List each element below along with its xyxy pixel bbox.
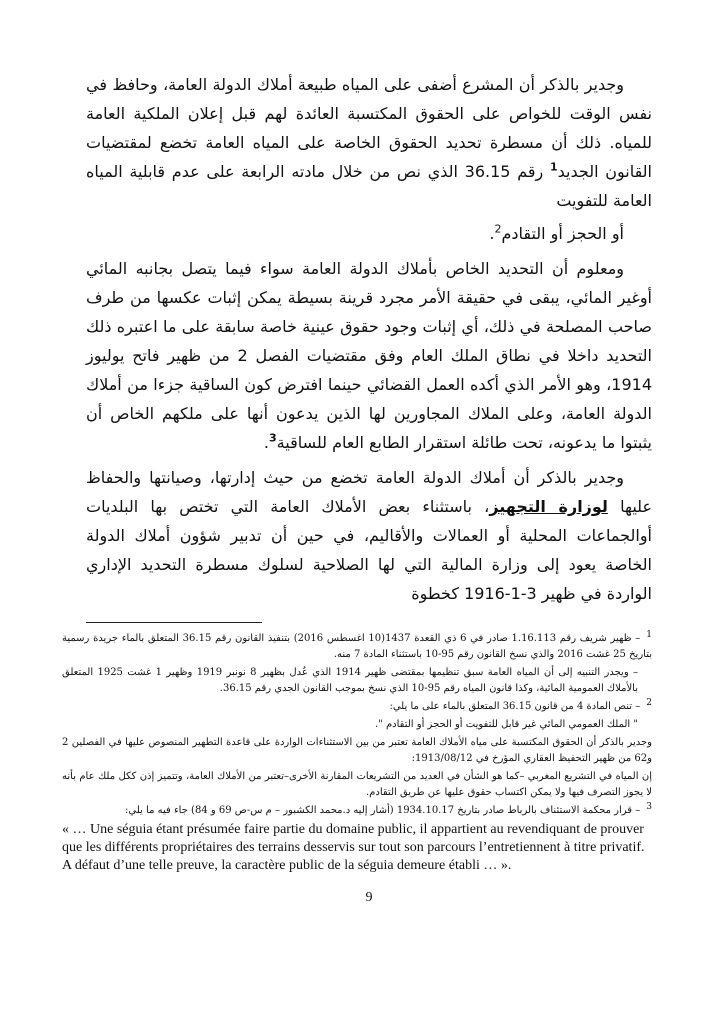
footnote-3 — [62, 803, 652, 819]
footnote-2-text: – تنص المادة 4 من قانون 36.15 المتعلق بالماء على ما يلي: — [389, 701, 641, 712]
paragraph-1-text-b: رقم 36.15 الذي نص من خلال مادته الرابعة على عدم قابلية المياه العامة للتفويت — [86, 162, 652, 210]
body-text — [86, 70, 652, 608]
french-quote-line-2: A défaut d’une telle preuve, la caractère public de la séguia demeure établi … ». — [62, 858, 512, 873]
footnote-2 — [62, 699, 652, 715]
document-page — [62, 0, 653, 937]
footnote-1-note-text: – ويجدر التنبيه إلى أن المياه العامة سبق تنظيمها بمقتضى ظهير 1914 الذي عُدل بظهير 8 نونبر 1919 وظهير 1 غشت 1925 المتعلق بالأملاك العمومية المائية، وكذا قانون المياه رقم 95-10 الذي نسخ بموجب القانون الجدي رقم 36.15. — [62, 667, 639, 694]
footnote-2-quote — [62, 717, 652, 733]
paragraph-2 — [86, 254, 652, 457]
page-number: 9 — [365, 890, 373, 905]
footnote-1-text: – ظهير شريف رقم 1.16.113 صادر في 6 ذي القعدة 1437(10 اغسطس 2016) بتنفيذ القانون رقم 36.15 المتعلق بالماء جريدة رسمية بتاريخ 25 غشت 2016 والذي نسخ القانون رقم 95-10 باستثناء المادة 7 منه. — [62, 633, 652, 660]
footnote-1 — [62, 631, 652, 663]
footnote-2-note-b — [62, 769, 652, 801]
paragraph-3-text-a: وجدير بالذكر أن أملاك الدولة العامة تخضع من حيث إدارتها، وصيانتها والحفاظ عليها — [86, 468, 653, 516]
footnote-ref-3[interactable]: 3 — [269, 431, 277, 445]
paragraph-1-cont-text: أو الحجز أو التقادم — [501, 224, 624, 243]
footnote-2-note-b-text: إن المياه في التشريع المغربي –كما هو الشأن في العديد من التشريعات المقارنة الأخرى–تعتبر من الأملاك العامة، وتتميز إذن ككل ملك عام بأنه لا يجوز التصرف فيها ولا يمكن اكتساب حقوق عليها عن طريق التقادم. — [62, 771, 652, 798]
french-quote-line-1: « … Une séguia étant présumée faire partie du domaine public, il appartient au revendiquant de prouver que les différents propriétaires des terrains desservis sur tout son parcours l’entretiennent à titre privatif. — [62, 822, 645, 855]
paragraph-1 — [86, 70, 652, 215]
footnote-2-note-a-text: وجدير بالذكر أن الحقوق المكتسبة على مياه الأملاك العامة تعتبر من بين الاستثناءات الواردة على قاعدة التطهير المنصوص عليها في الفصلين 2 و62 من ظهير التحفيظ العقاري المؤرخ في 1913/08/12: — [62, 737, 652, 764]
footnote-2-note-a — [62, 735, 652, 767]
footnote-2-number: 2 — [646, 697, 652, 708]
paragraph-3-text-b: ، باستثناء بعض الأملاك العامة التي تختص بها البلديات أوالجماعات المحلية أو العمالات والأقاليم، في حين أن تدبير شؤون أملاك الدولة الخاصة يعود إلى وزارة المالية التي لها الصلاحية لسلوك مسطرة التحديد الإداري الواردة في ظهير 3-1-1916 كخطوة — [86, 497, 652, 603]
footnote-3-text: – قرار محكمة الاستئناف بالرباط صادر بتاريخ 1934.10.17 (أشار إليه د.محمد الكشبور – م س-ص 69 و 84) جاء فيه ما يلي: — [125, 805, 641, 816]
footnote-3-number: 3 — [646, 801, 652, 812]
footnote-separator — [86, 622, 262, 623]
ministry-emphasis: لوزارة التجهيز — [489, 497, 608, 516]
footnote-ref-2[interactable]: 2 — [494, 222, 502, 236]
footnote-1-number: 1 — [646, 629, 653, 640]
footnote-1-note — [62, 665, 652, 697]
footnote-2-quote-text: " الملك العمومي المائي غير قابل للتفويت أو الحجز أو التقادم ". — [375, 719, 638, 730]
paragraph-3 — [86, 463, 652, 608]
paragraph-1-text-a: وجدير بالذكر أن المشرع أضفى على المياه طبيعة أملاك الدولة العامة، وحافظ في نفس الوقت للخواص على الحقوق المكتسبة العائدة لهم قبل إعلان الملكية العامة للمياه. ذلك أن مسطرة تحديد الحقوق الخاصة على المياه العامة تخضع لمقتضيات القانون الجديد — [86, 75, 653, 181]
footnotes — [62, 631, 652, 875]
footnote-ref-1[interactable]: 1 — [549, 160, 558, 174]
paragraph-2-text-a: ومعلوم أن التحديد الخاص بأملاك الدولة العامة سواء فيما يتصل بجانبه المائي أوغير المائي، يبقى في حقيقة الأمر مجرد قرينة بسيطة يمكن إثبات عكسها من طرف صاحب المصلحة في ذلك، أي إثبات وجود حقوق عينية خاصة سابقة على ما اعتبره ذلك التحديد داخلا في نطاق الملك العام وفق مقتضيات الفصل 2 من ظهير فاتح يوليوز 1914، وهو الأمر الذي أكده العمل القضائي حينما افترض كون الساقية جزءا من أملاك الدولة العامة، وعلى الملاك المجاورين لها الذين يدعون أنها على ملكهم الخاص أن يثبتوا ما يدعونه، تحت طائلة استقرار الطابع العام للساقية — [86, 259, 652, 452]
paragraph-1-continuation — [86, 219, 652, 248]
paragraph-1-cont-end: . — [489, 224, 495, 243]
paragraph-2-text-b: . — [263, 433, 270, 452]
